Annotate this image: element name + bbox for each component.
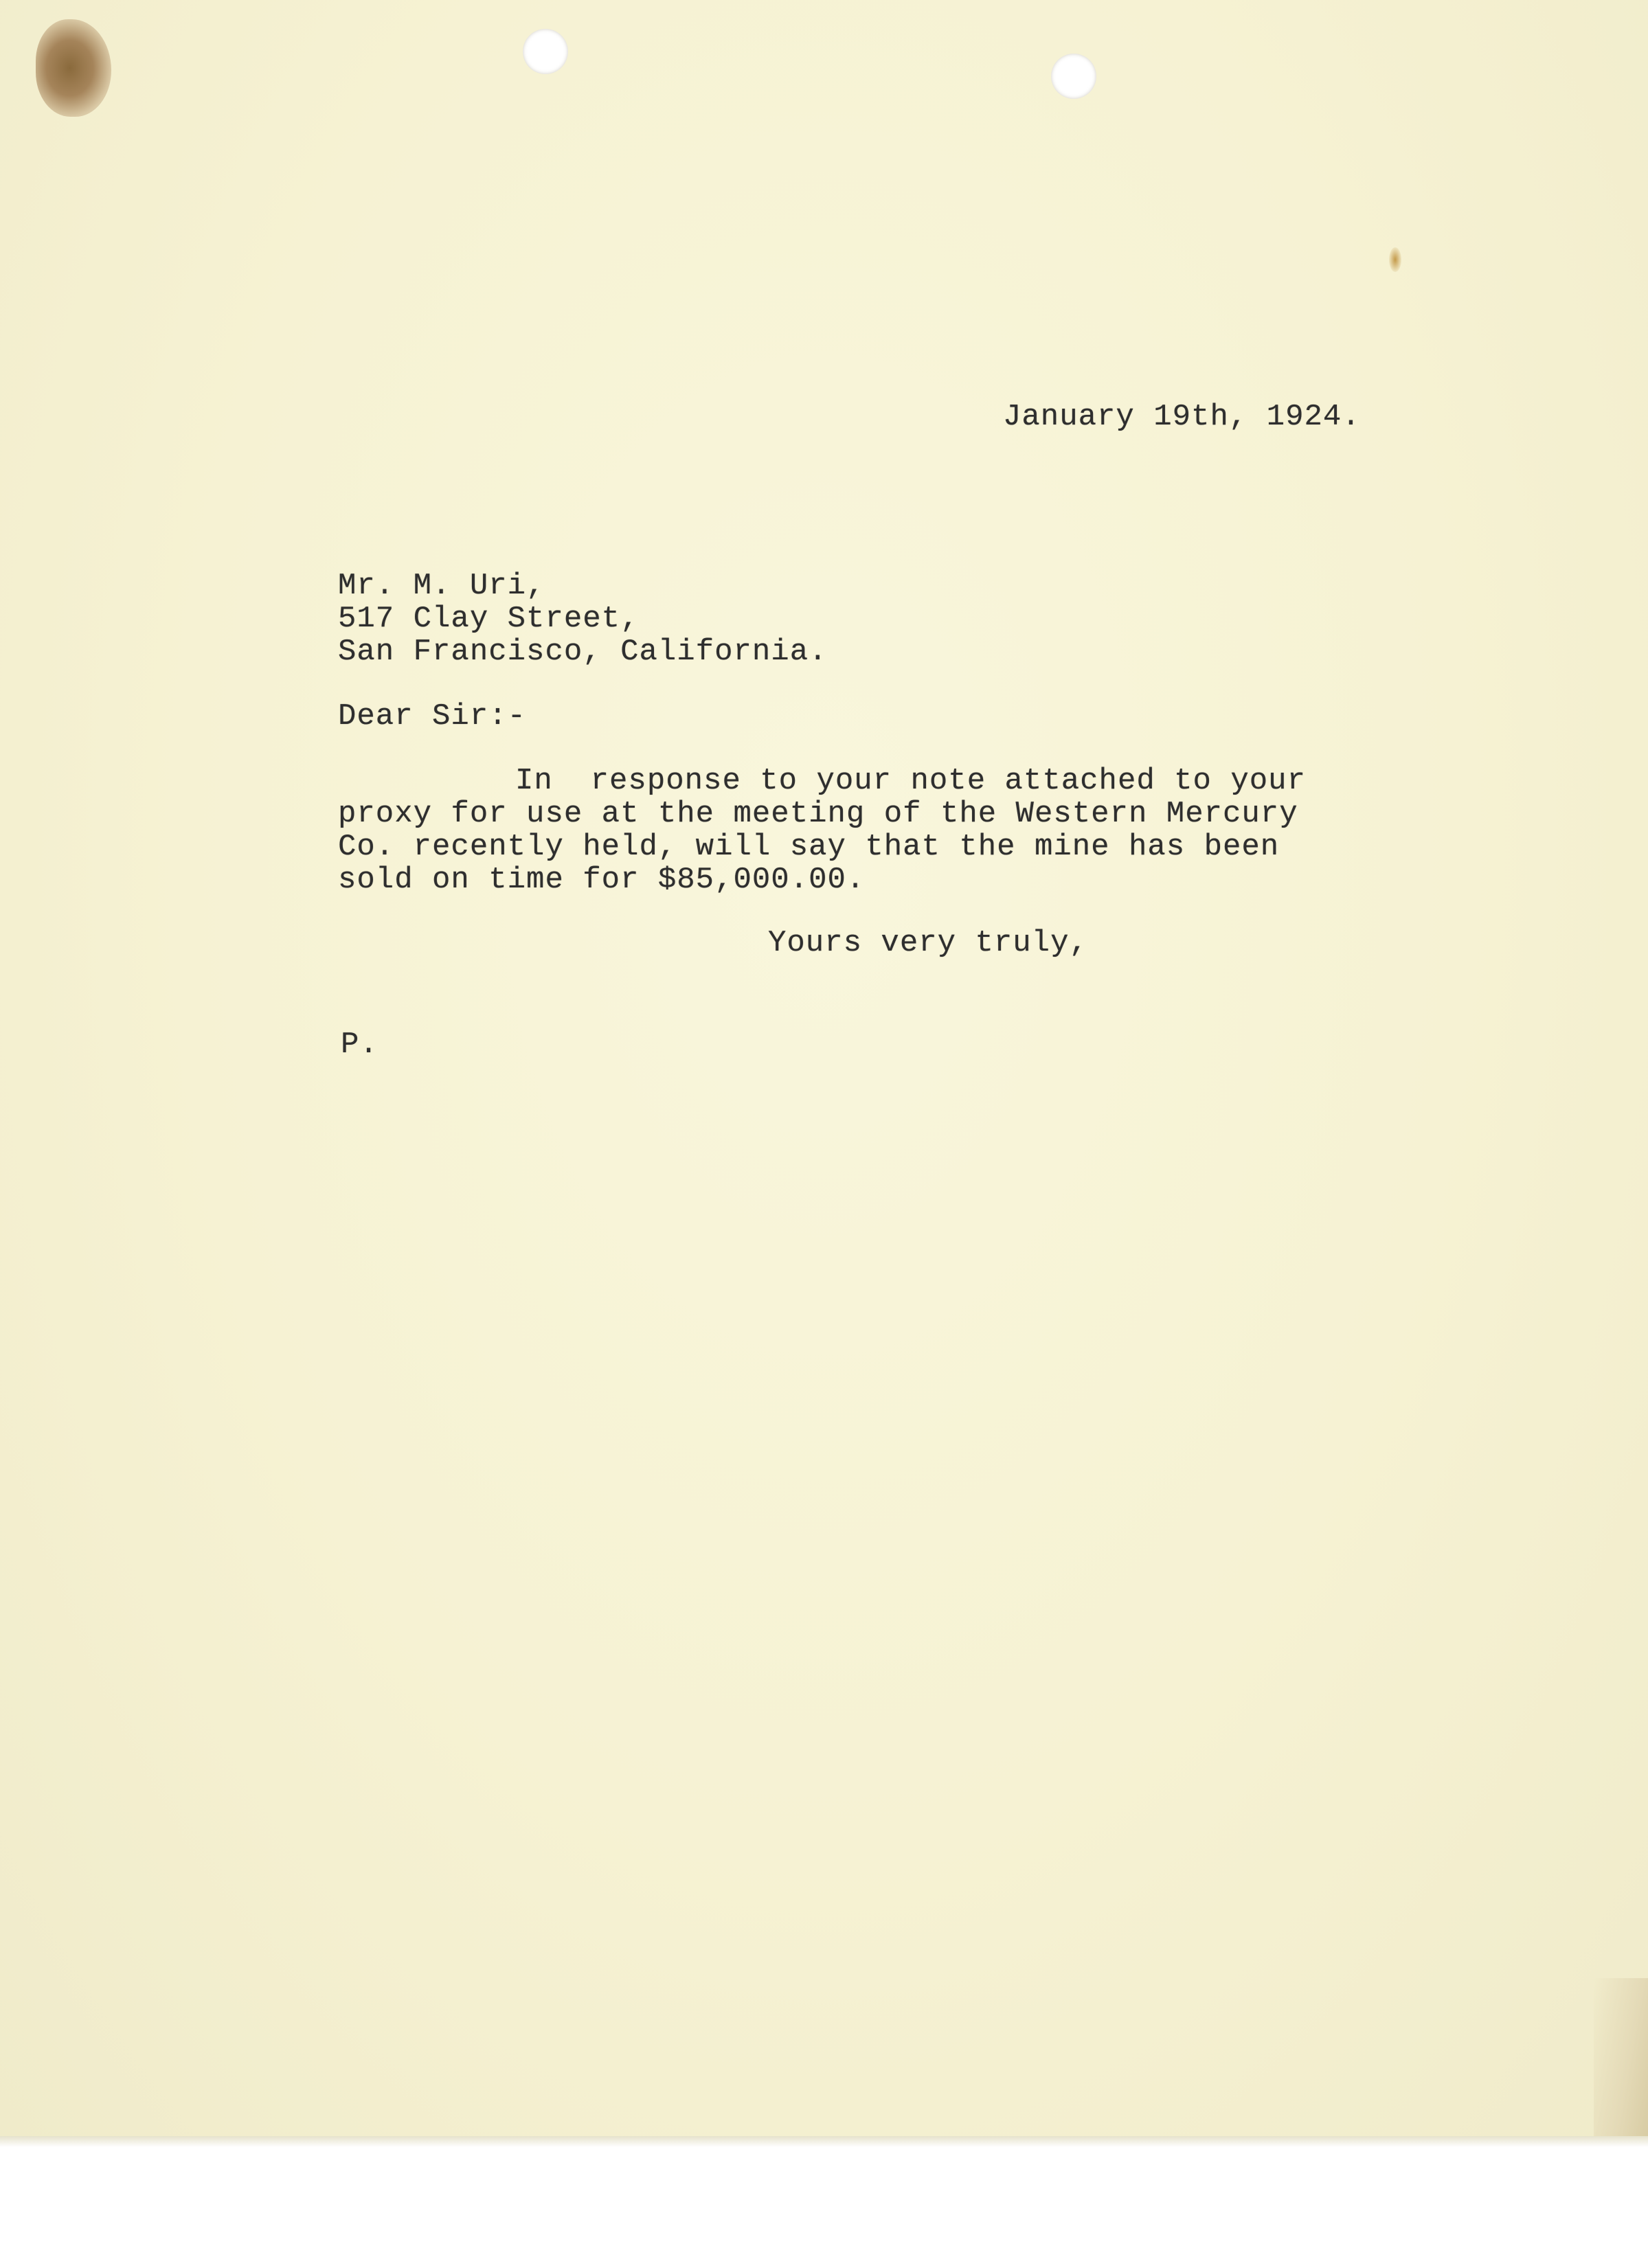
body-line-3: Co. recently held, will say that the mine has been — [338, 830, 1280, 864]
body-line-2: proxy for use at the meeting of the Western Mercury — [338, 797, 1298, 831]
closing: Yours very truly, — [768, 926, 1088, 960]
typist-initials: P. — [341, 1028, 379, 1062]
body-line-1: In response to your note attached to your — [515, 764, 1306, 798]
letter-date: January 19th, 1924. — [1003, 400, 1361, 434]
recipient-street: 517 Clay Street, — [338, 602, 640, 636]
recipient-name: Mr. M. Uri, — [338, 569, 545, 603]
recipient-city: San Francisco, California. — [338, 635, 828, 669]
body-line-4: sold on time for $85,000.00. — [338, 863, 866, 897]
page-bottom-edge — [0, 2136, 1648, 2147]
salutation: Dear Sir:- — [338, 699, 527, 734]
